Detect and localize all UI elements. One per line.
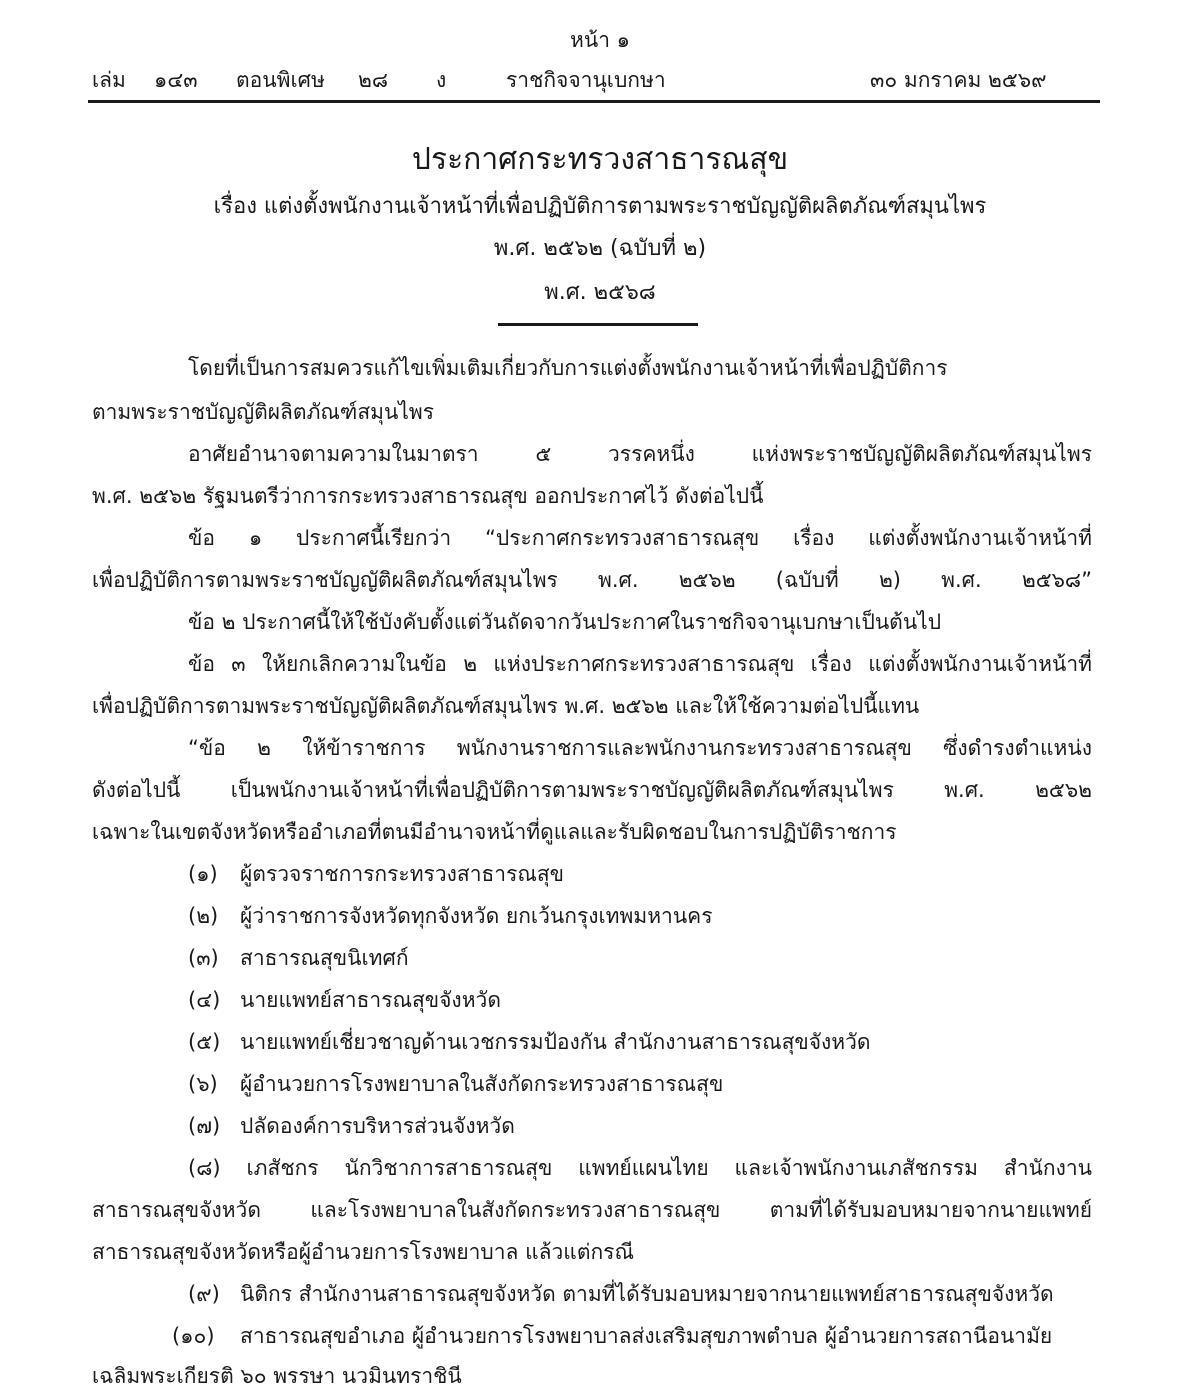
announcement-year: พ.ศ. ๒๕๖๘ <box>544 280 656 305</box>
clause-3-cont: เพื่อปฏิบัติการตามพระราชบัญญัติผลิตภัณฑ์สมุนไพร พ.ศ. ๒๕๖๒ และให้ใช้ความต่อไปนี้แทน <box>92 694 920 718</box>
list-item-10: (๑๐) สาธารณสุขอำเภอ ผู้อำนวยการโรงพยาบาลส่งเสริมสุขภาพตำบล ผู้อำนวยการสถานีอนามัย <box>172 1324 1053 1348</box>
clause-1: ข้อ ๑ ประกาศนี้เรียกว่า “ประกาศกระทรวงสาธารณสุข เรื่อง แต่งตั้งพนักงานเจ้าหน้าที่ <box>188 526 1092 550</box>
act-year: พ.ศ. ๒๕๖๒ (ฉบับที่ ๒) <box>493 236 707 261</box>
title-divider <box>498 323 698 326</box>
body-line: อาศัยอำนาจตามความในมาตรา ๕ วรรคหนึ่ง แห่งพระราชบัญญัติผลิตภัณฑ์สมุนไพร <box>188 442 1092 466</box>
section-letter: ง <box>436 68 447 92</box>
list-item: (๖) ผู้อำนวยการโรงพยาบาลในสังกัดกระทรวงสาธารณสุข <box>188 1072 724 1096</box>
announcement-title: ประกาศกระทรวงสาธารณสุข <box>411 142 789 177</box>
new-clause-2-cont: ดังต่อไปนี้ เป็นพนักงานเจ้าหน้าที่เพื่อปฏิบัติการตามพระราชบัญญัติผลิตภัณฑ์สมุนไพร พ.ศ. ๒๕๖๒ <box>92 778 1092 802</box>
list-item: (๑) ผู้ตรวจราชการกระทรวงสาธารณสุข <box>188 862 565 886</box>
list-item: (๗) ปลัดองค์การบริหารส่วนจังหวัด <box>188 1114 515 1138</box>
list-item: (๒) ผู้ว่าราชการจังหวัดทุกจังหวัด ยกเว้นกรุงเทพมหานคร <box>188 904 713 928</box>
new-clause-2: “ข้อ ๒ ให้ข้าราชการ พนักงานราชการและพนักงานกระทรวงสาธารณสุข ซึ่งดำรงตำแหน่ง <box>188 736 1092 760</box>
section-label: ตอนพิเศษ <box>236 68 325 92</box>
body-line: โดยที่เป็นการสมควรแก้ไขเพิ่มเติมเกี่ยวกับการแต่งตั้งพนักงานเจ้าหน้าที่เพื่อปฏิบัติการ <box>188 356 948 380</box>
volume-number: ๑๔๓ <box>154 68 198 92</box>
list-item: (๕) นายแพทย์เชี่ยวชาญด้านเวชกรรมป้องกัน สำนักงานสาธารณสุขจังหวัด <box>188 1030 871 1054</box>
clause-1-cont: เพื่อปฏิบัติการตามพระราชบัญญัติผลิตภัณฑ์สมุนไพร พ.ศ. ๒๕๖๒ (ฉบับที่ ๒) พ.ศ. ๒๕๖๘” <box>92 568 1092 592</box>
list-item-8: (๘) เภสัชกร นักวิชาการสาธารณสุข แพทย์แผนไทย และเจ้าพนักงานเภสัชกรรม สำนักงาน <box>188 1156 1092 1180</box>
new-clause-2-cont: เฉพาะในเขตจังหวัดหรืออำเภอที่ตนมีอำนาจหน้าที่ดูแลและรับผิดชอบในการปฏิบัติราชการ <box>92 820 897 844</box>
list-item: (๓) สาธารณสุขนิเทศก์ <box>188 946 409 970</box>
list-item: (๔) นายแพทย์สาธารณสุขจังหวัด <box>188 988 501 1012</box>
list-item-9: (๙) นิติกร สำนักงานสาธารณสุขจังหวัด ตามที่ได้รับมอบหมายจากนายแพทย์สาธารณสุขจังหวัด <box>188 1282 1054 1306</box>
body-line: ตามพระราชบัญญัติผลิตภัณฑ์สมุนไพร <box>92 400 435 424</box>
section-number: ๒๘ <box>358 68 389 92</box>
gazette-name: ราชกิจจานุเบกษา <box>506 68 666 92</box>
page-number: หน้า ๑ <box>570 28 630 52</box>
list-item-8-cont: สาธารณสุขจังหวัด และโรงพยาบาลในสังกัดกระทรวงสาธารณสุข ตามที่ได้รับมอบหมายจากนายแพทย์ <box>92 1198 1092 1222</box>
body-line: พ.ศ. ๒๕๖๒ รัฐมนตรีว่าการกระทรวงสาธารณสุข ออกประกาศไว้ ดังต่อไปนี้ <box>92 484 764 508</box>
publish-date: ๓๐ มกราคม ๒๕๖๙ <box>870 68 1047 92</box>
header-divider <box>88 100 1100 103</box>
clause-2: ข้อ ๒ ประกาศนี้ให้ใช้บังคับตั้งแต่วันถัดจากวันประกาศในราชกิจจานุเบกษาเป็นต้นไป <box>188 610 942 634</box>
volume-label: เล่ม <box>92 68 126 92</box>
clause-3: ข้อ ๓ ให้ยกเลิกความในข้อ ๒ แห่งประกาศกระทรวงสาธารณสุข เรื่อง แต่งตั้งพนักงานเจ้าหน้าที่ <box>188 652 1092 676</box>
list-item-8-cont: สาธารณสุขจังหวัดหรือผู้อำนวยการโรงพยาบาล แล้วแต่กรณี <box>92 1240 634 1264</box>
list-item-10-cont: เฉลิมพระเกียรติ ๖๐ พรรษา นวมินทราชินี <box>92 1364 462 1388</box>
announcement-subject: เรื่อง แต่งตั้งพนักงานเจ้าหน้าที่เพื่อปฏิบัติการตามพระราชบัญญัติผลิตภัณฑ์สมุนไพร <box>213 194 987 219</box>
